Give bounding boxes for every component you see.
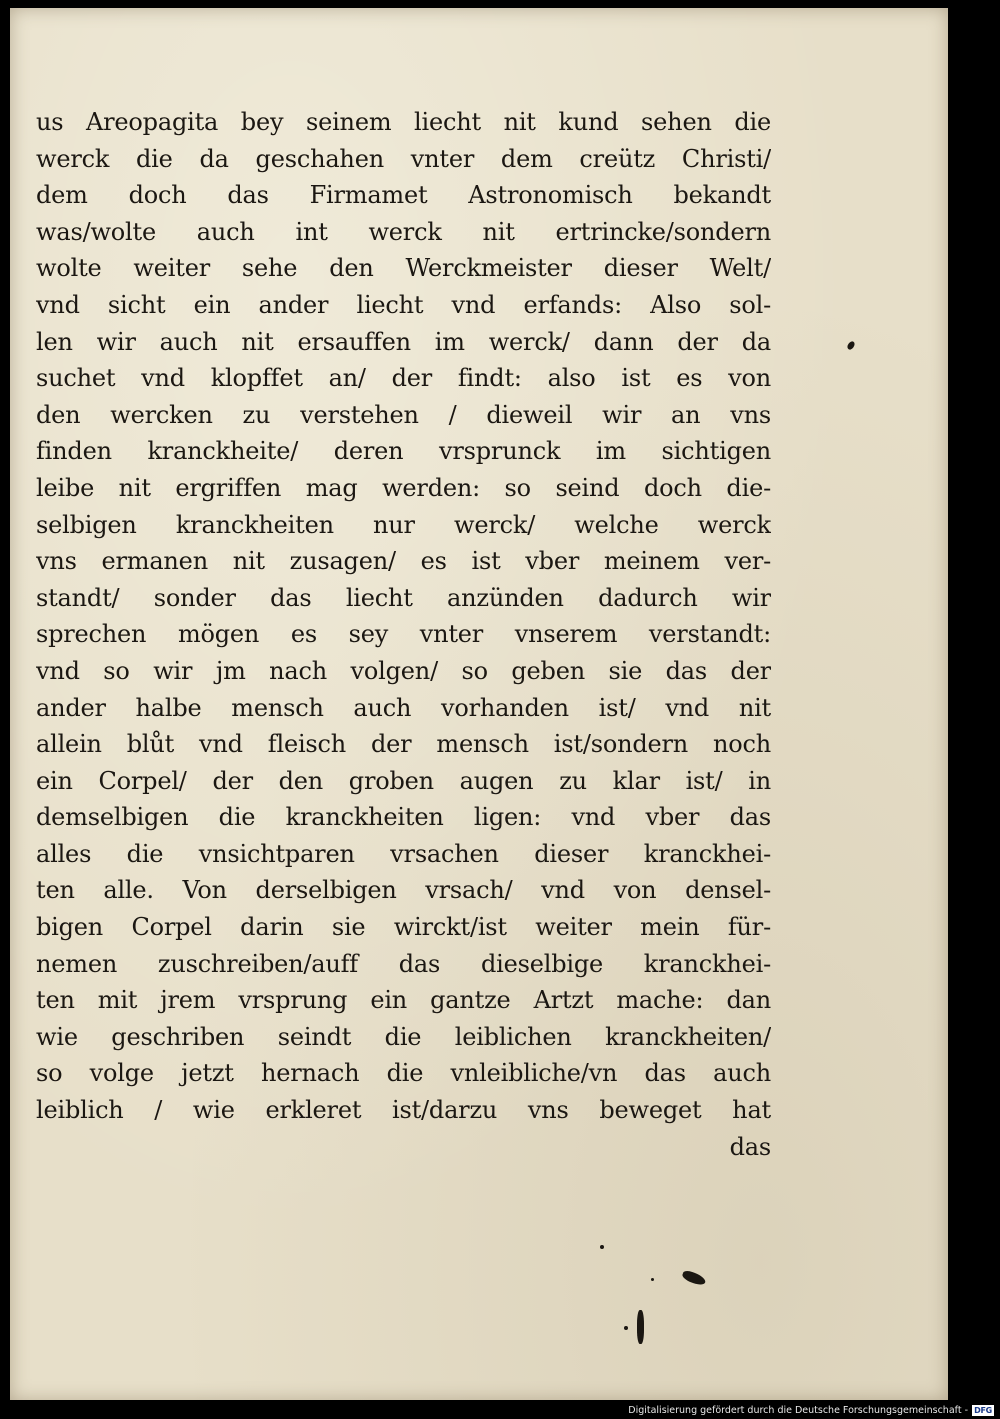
text-line: standt/ sonder das liecht anzünden dadurch wir: [36, 583, 771, 612]
text-line: finden kranckheite/ deren vrsprunck im sichtigen: [36, 437, 771, 466]
text-line: werck die da geschahen vnter dem creütz Christi/: [36, 144, 771, 173]
text-line: wolte weiter sehe den Werckmeister dieser Welt/: [36, 254, 771, 283]
body-text: [36, 104, 771, 1165]
text-line: leibe nit ergriffen mag werden: so seind doch die-: [36, 473, 771, 502]
footer-bar: [0, 1400, 1000, 1419]
text-line: selbigen kranckheiten nur werck/ welche werck: [36, 510, 771, 539]
text-line: nemen zuschreiben/auff das dieselbige kranckhei-: [36, 949, 771, 978]
text-line: ander halbe mensch auch vorhanden ist/ vnd nit: [36, 693, 771, 722]
ink-speck: [651, 1278, 654, 1281]
ink-speck: [600, 1245, 604, 1249]
ink-blot: [681, 1269, 707, 1287]
text-line: allein blůt vnd fleisch der mensch ist/sondern noch: [36, 730, 771, 759]
text-line: alles die vnsichtparen vrsachen dieser kranckhei-: [36, 839, 771, 868]
text-line: ten mit jrem vrsprung ein gantze Artzt mache: dan: [36, 986, 771, 1015]
text-line: len wir auch nit ersauffen im werck/ dann der da: [36, 327, 771, 356]
text-line: ein Corpel/ der den groben augen zu klar ist/ in: [36, 766, 771, 795]
text-line: suchet vnd klopffet an/ der findt: also ist es von: [36, 364, 771, 393]
dfg-logo: DFG: [972, 1405, 994, 1416]
text-line: ten alle. Von derselbigen vrsach/ vnd von densel-: [36, 876, 771, 905]
text-line: sprechen mögen es sey vnter vnserem verstandt:: [36, 620, 771, 649]
catchword: das: [729, 1132, 771, 1161]
book-page: [10, 8, 948, 1401]
text-line: vnd sicht ein ander liecht vnd erfands: Also sol-: [36, 290, 771, 319]
text-line: bigen Corpel darin sie wirckt/ist weiter mein für-: [36, 913, 771, 942]
text-line: leiblich / wie erkleret ist/darzu vns beweget hat: [36, 1096, 771, 1125]
text-line: was/wolte auch int werck nit ertrincke/sondern: [36, 217, 771, 246]
text-line: vnd so wir jm nach volgen/ so geben sie das der: [36, 656, 771, 685]
ink-speck: [846, 340, 856, 351]
text-line: den wercken zu verstehen / dieweil wir an vns: [36, 400, 771, 429]
text-line: vns ermanen nit zusagen/ es ist vber meinem ver-: [36, 547, 771, 576]
text-line: demselbigen die kranckheiten ligen: vnd vber das: [36, 803, 771, 832]
text-line: so volge jetzt hernach die vnleibliche/vn das auch: [36, 1059, 771, 1088]
text-line: dem doch das Firmamet Astronomisch bekandt: [36, 181, 771, 210]
text-line: us Areopagita bey seinem liecht nit kund sehen die: [36, 108, 771, 136]
ink-mark: [637, 1310, 644, 1344]
text-line: wie geschriben seindt die leiblichen kranckheiten/: [36, 1022, 771, 1051]
ink-speck: [624, 1326, 628, 1330]
funding-credit: Digitalisierung gefördert durch die Deutsche Forschungsgemeinschaft -: [628, 1405, 968, 1416]
